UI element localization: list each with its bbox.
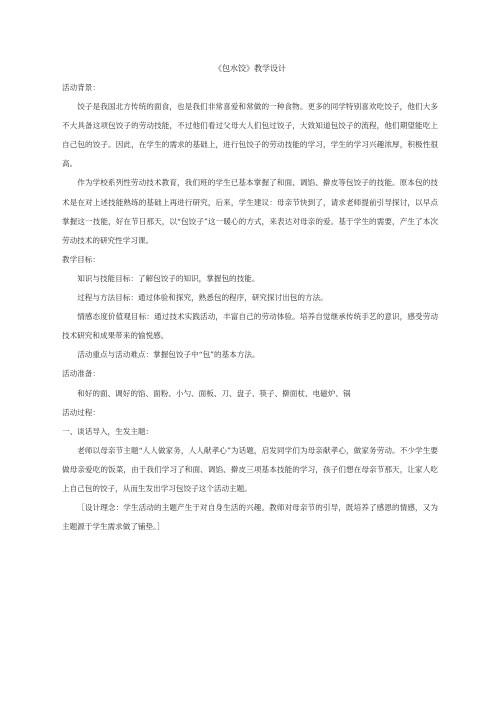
step1-heading: 一、谈话导入，生发主题：	[62, 426, 154, 436]
key-points: 活动重点与活动难点：掌握包饺子中“包”的基本方法。	[77, 350, 260, 360]
prep-items: 和好的面、调好的馅、面粉、小勺、面板、刀、盘子、筷子、擀面杖、电磁炉、锅	[77, 388, 351, 398]
goal-emotion-values: 情感态度价值观目标：通过技术实践活动，丰富自己的劳动体验。培养自觉继承传统手艺的意识，感受劳动技术研究和成果带来的愉悦感。	[62, 312, 438, 341]
step1-paragraph: 老师以母亲节主题“人人做家务，人人献孝心”为话题，启发同学们为母亲献孝心，做家务劳动。不少学生要做母亲爱吃的饭菜，由于我们学习了和面、调馅、擀皮三项基本技能的学习，孩子们想在母亲节那天，让家人吃上自己包的饺子，从而生发出学习包饺子这个活动主题。	[62, 445, 438, 493]
prep-heading: 活动准备：	[62, 369, 100, 379]
background-paragraph-1: 饺子是我国北方传统的面食，也是我们非常喜爱和常做的一种食物。更多的同学特别喜欢吃饺子，他们大多不大具备这项包饺子的劳动技能，不过他们看过父母大人们包过饺子，大致知道包饺子的流程，他们期望能吃上自己包的饺子。因此，在学生的需求的基础上，进行包饺子的劳动技能的学习，学生的学习兴趣浓厚，积极性很高。	[62, 102, 438, 169]
goal-knowledge-skills: 知识与技能目标：了解包饺子的知识，掌握包的技能。	[77, 273, 260, 283]
document-title: 《包水饺》教学设计	[214, 64, 286, 73]
design-note: ［设计理念：学生活动的主题产生于对自身生活的兴趣。教师对母亲节的引导，既培养了感恩的情感，又为主题源于学生需求做了铺垫。］	[62, 503, 438, 532]
document-body	[62, 78, 438, 536]
background-paragraph-2: 作为学校系列性劳动技术教育，我们班的学生已基本掌握了和面、调馅、擀皮等包饺子的技能。原本包的技术是在对上述技能熟练的基础上再进行研究，后来，学生建议：母亲节快到了，请求老师提前引导探讨，以早点掌握这一技能，好在节日那天，以“包饺子”这一暖心的方式，来表达对母亲的爱。基于学生的需要，产生了本次劳动技术的研究性学习课。	[62, 178, 438, 245]
goals-heading: 教学目标：	[62, 254, 100, 264]
process-heading: 活动过程：	[62, 407, 100, 417]
goal-process-methods: 过程与方法目标：通过体验和探究，熟悉包的程序，研究探讨出包的方法。	[77, 293, 328, 303]
background-heading: 活动背景：	[62, 83, 100, 92]
